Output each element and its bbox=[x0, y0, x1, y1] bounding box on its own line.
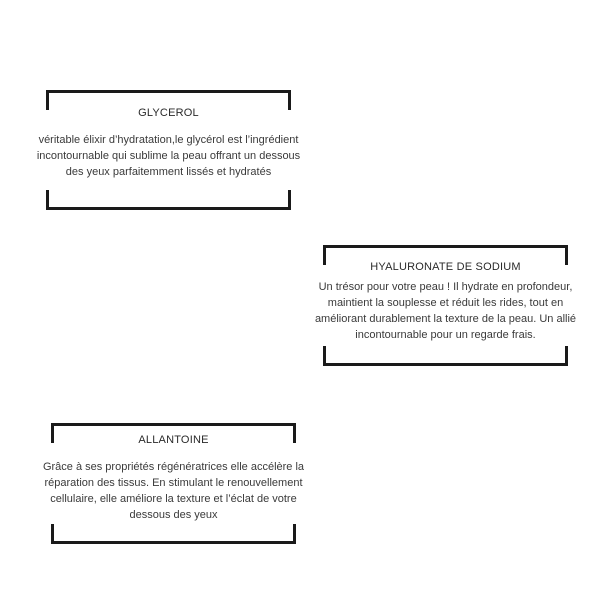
description-line: incontournable qui sublime la peau offrant un dessous bbox=[36, 150, 301, 162]
card-description bbox=[25, 459, 322, 523]
card-description bbox=[295, 279, 596, 343]
ingredient-card-allantoine bbox=[42, 423, 305, 544]
card-description bbox=[12, 132, 325, 180]
ingredient-card-hyaluronate bbox=[314, 245, 577, 366]
card-title: ALLANTOINE bbox=[138, 434, 209, 446]
description-line: réparation des tissus. En stimulant le renouvellement bbox=[44, 477, 303, 489]
description-line: des yeux parfaitemment lissés et hydratés bbox=[65, 166, 272, 178]
description-line: cellulaire, elle améliore la texture et l’éclat de votre bbox=[50, 493, 297, 505]
description-line: maintient la souplesse et réduit les rides, tout en bbox=[327, 297, 564, 309]
description-line: Grâce à ses propriétés régénératrices elle accélère la bbox=[42, 461, 305, 473]
card-bottom-bracket bbox=[51, 524, 296, 544]
card-title: HYALURONATE DE SODIUM bbox=[370, 261, 521, 273]
ingredient-card-glycerol bbox=[36, 90, 301, 210]
card-bottom-bracket bbox=[46, 190, 291, 210]
description-line: améliorant durablement la texture de la peau. Un allié bbox=[314, 313, 577, 325]
description-line: incontournable pour un regarde frais. bbox=[355, 329, 536, 341]
description-line: dessous des yeux bbox=[129, 509, 218, 521]
card-bottom-bracket bbox=[323, 346, 568, 366]
card-title: GLYCEROL bbox=[138, 107, 199, 119]
description-line: Un trésor pour votre peau ! Il hydrate en profondeur, bbox=[318, 281, 573, 293]
description-line: véritable élixir d’hydratation,le glycérol est l’ingrédient bbox=[38, 134, 299, 146]
